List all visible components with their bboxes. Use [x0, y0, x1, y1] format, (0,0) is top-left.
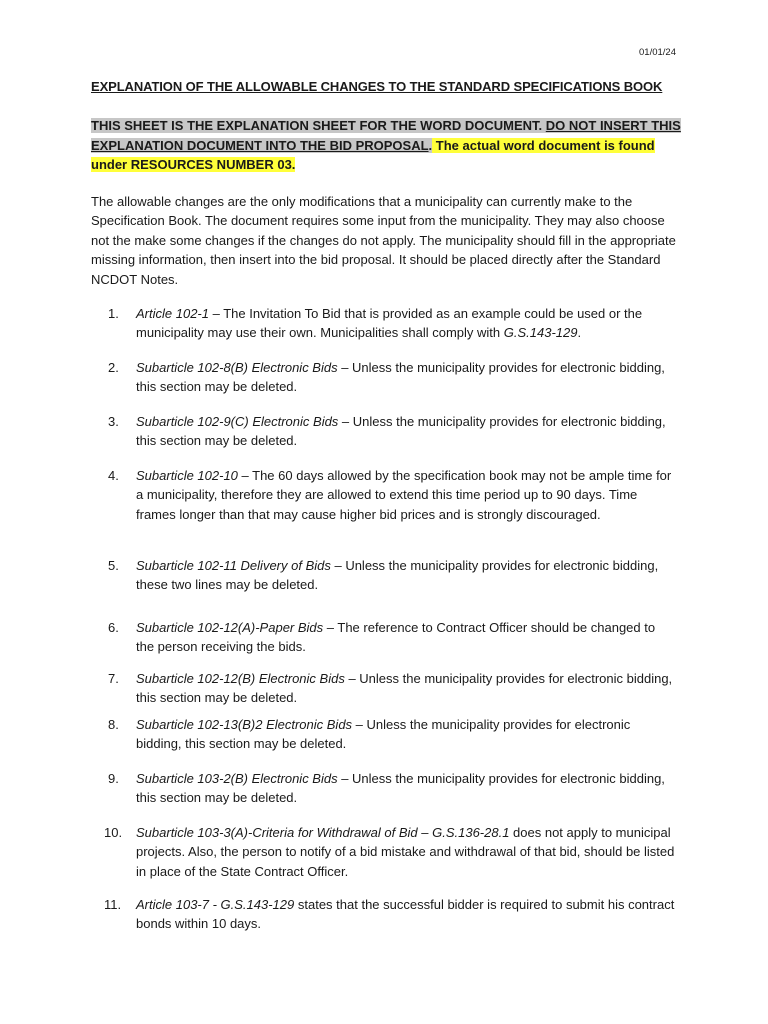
list-item-body: – Unless the municipality provides for electronic bidding, this section may be deleted.	[136, 671, 673, 706]
list-item-body-end: .	[577, 325, 582, 341]
list-item-number: 3.	[108, 414, 119, 429]
list-item-number: 4.	[108, 468, 119, 483]
list-item-number: 1.	[108, 306, 119, 321]
list-item-reference: Subarticle 102-13(B)2 Electronic Bids	[136, 717, 353, 732]
list-item-text	[136, 769, 676, 808]
list-item-number: 5.	[108, 558, 119, 573]
list-item-reference: Subarticle 102-12(B) Electronic Bids	[136, 671, 345, 686]
list-item-body: – The 60 days allowed by the specification book may not be ample time for a municipality, therefore they are allowed to extend this time period up to 90 days. Time frames longer than that may cause higher bid prices and is strongly discouraged.	[136, 468, 672, 522]
list-item-body: states that the successful bidder is required to submit his contract bonds within 10 days.	[136, 897, 675, 932]
list-item-text	[136, 466, 676, 524]
list-item-number: 10.	[104, 825, 123, 840]
list-item-text	[136, 618, 676, 657]
notice-do-not-insert: DO NOT INSERT THIS EXPLANATION DOCUMENT INTO THE BID PROPOSAL	[91, 118, 681, 153]
list-item-statute-reference: G.S.143-129	[503, 325, 578, 341]
list-item-text	[136, 895, 676, 934]
list-item-body: does not apply to municipal projects. Also, the person to notify of a bid mistake and withdrawal of that bid, should be listed in place of the State Contract Officer.	[136, 825, 675, 879]
list-item-text	[136, 669, 676, 708]
list-item-body: – Unless the municipality provides for electronic bidding, this section may be deleted.	[136, 360, 665, 395]
list-item-number: 8.	[108, 717, 119, 732]
list-item-number: 2.	[108, 360, 119, 375]
list-item-number: 7.	[108, 671, 119, 686]
notice-resource-location: The actual word document is found under RESOURCES NUMBER 03.	[91, 137, 655, 172]
list-item-reference: Subarticle 103-3(A)-Criteria for Withdrawal of Bid – G.S.136-28.1	[136, 825, 510, 840]
list-item-reference: Subarticle 102-10	[136, 468, 238, 483]
document-date: 01/01/24	[639, 47, 676, 58]
intro-paragraph: The allowable changes are the only modifications that a municipality can currently make to the Specification Book. The document requires some input from the municipality. They may also choose not the make some changes if the changes do not apply. The municipality should fill in the appropriate missing information, then insert into the bid proposal. It should be placed directly after the Standard NCDOT Notes.	[91, 194, 676, 287]
list-item-text	[136, 412, 676, 451]
list-item-reference: Article 103-7 - G.S.143-129	[136, 897, 295, 912]
list-item-reference: Article 102-1	[136, 306, 209, 321]
list-item-text	[136, 304, 676, 343]
document-title: EXPLANATION OF THE ALLOWABLE CHANGES TO THE STANDARD SPECIFICATIONS BOOK	[91, 79, 663, 94]
list-item-number: 9.	[108, 771, 119, 786]
list-item-reference: Subarticle 102-9(C) Electronic Bids	[136, 414, 339, 429]
list-item-reference: Subarticle 102-8(B) Electronic Bids	[136, 360, 338, 375]
list-item-reference: Subarticle 102-12(A)-Paper Bids	[136, 620, 324, 635]
list-item-body: – The reference to Contract Officer should be changed to the person receiving the bids.	[136, 620, 656, 655]
notice-period: .	[428, 137, 433, 153]
list-item-body: – Unless the municipality provides for electronic bidding, this section may be deleted.	[136, 414, 666, 449]
list-item-reference: Subarticle 102-11 Delivery of Bids	[136, 558, 331, 573]
list-item-text	[136, 823, 676, 881]
notice-part1: THIS SHEET IS THE EXPLANATION SHEET FOR THE WORD DOCUMENT.	[91, 118, 546, 133]
list-item-body: – The Invitation To Bid that is provided as an example could be used or the municipality may use their own. Municipalities shall comply with	[136, 306, 643, 341]
list-item-number: 6.	[108, 620, 119, 635]
list-item-text	[136, 715, 676, 754]
list-item-body: – Unless the municipality provides for electronic bidding, this section may be deleted.	[136, 717, 631, 752]
list-item-reference: Subarticle 103-2(B) Electronic Bids	[136, 771, 338, 786]
list-item-body: – Unless the municipality provides for electronic bidding, these two lines may be deleted.	[136, 558, 659, 593]
notice-paragraph	[91, 116, 681, 175]
list-item-body: – Unless the municipality provides for electronic bidding, this section may be deleted.	[136, 771, 665, 806]
list-item-text	[136, 556, 676, 595]
list-item-number: 11.	[104, 897, 122, 912]
list-item-text	[136, 358, 676, 397]
